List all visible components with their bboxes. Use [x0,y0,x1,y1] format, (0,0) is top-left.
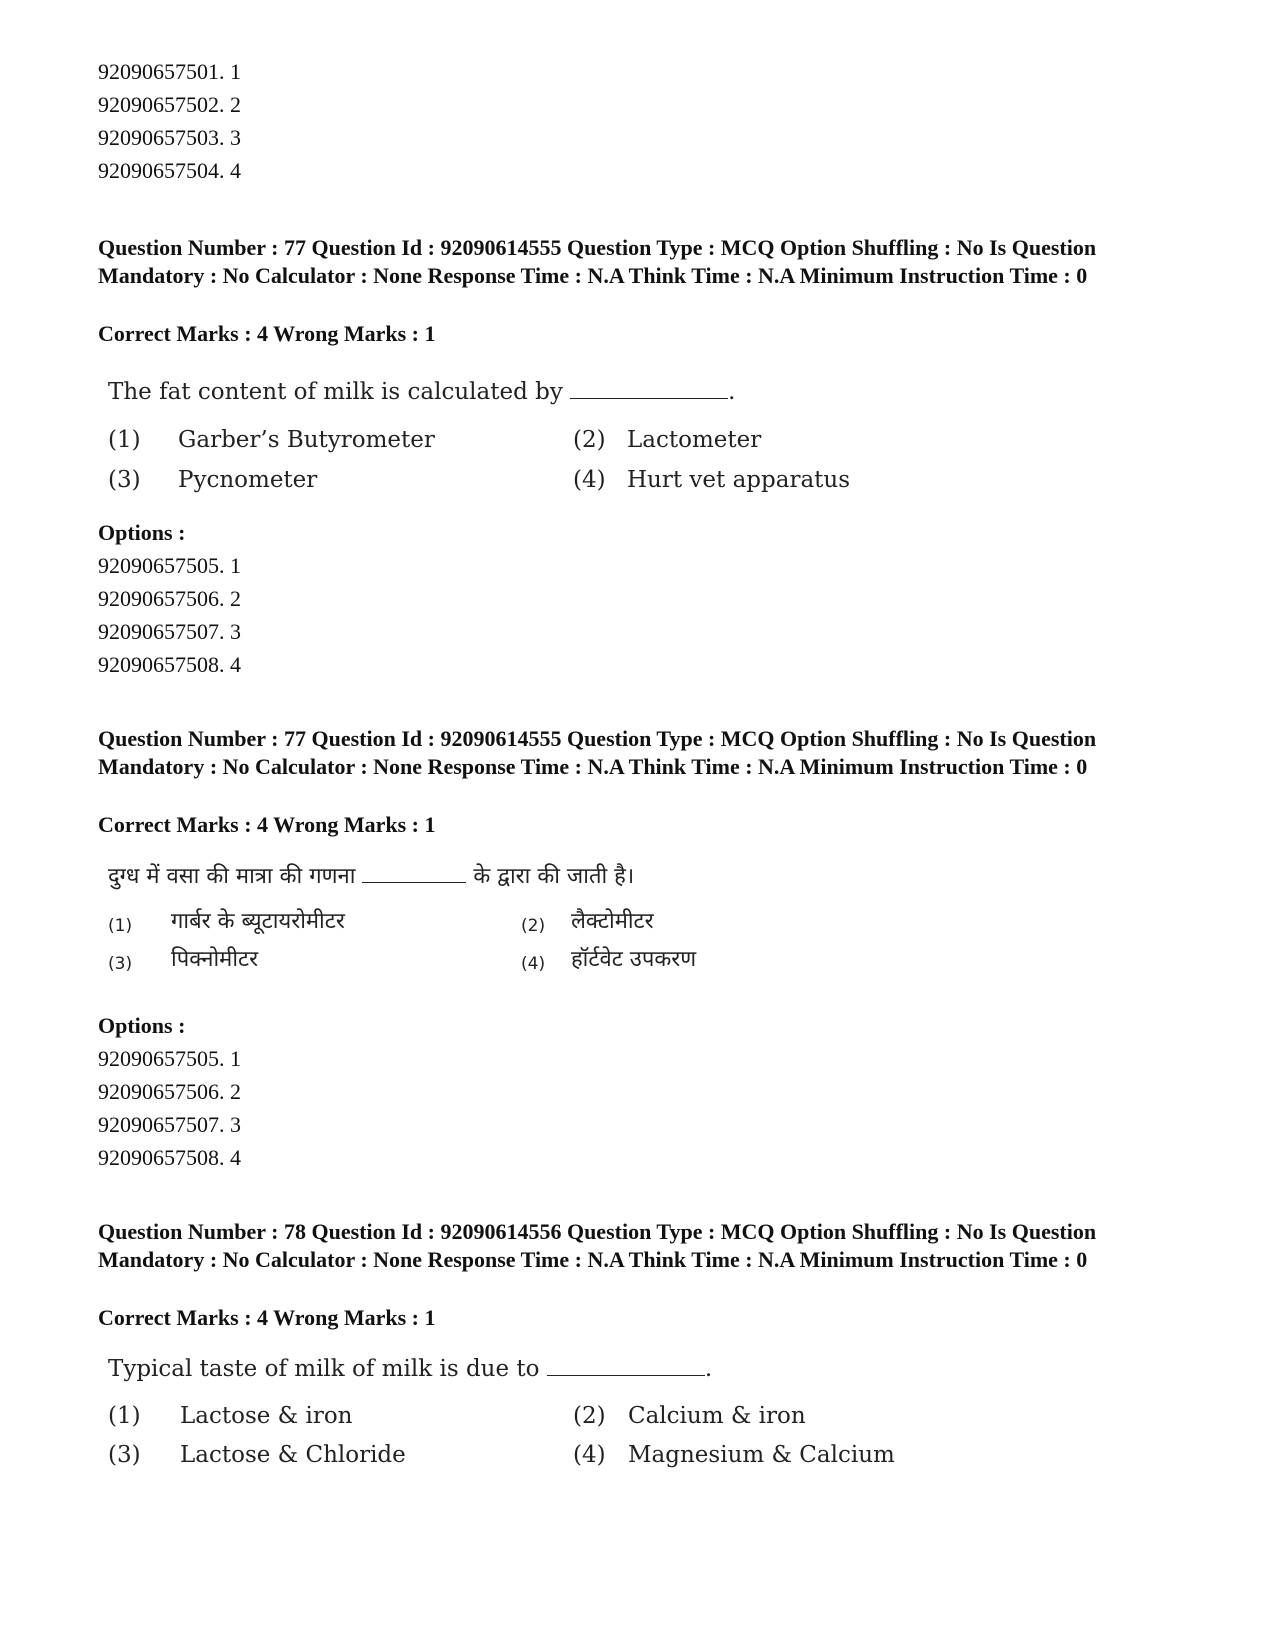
choice-number: (4) [573,1442,606,1468]
question-text: Typical taste of milk of milk is due to [108,1356,540,1382]
question-marks: Correct Marks : 4 Wrong Marks : 1 [98,1305,436,1330]
answer-blank [570,378,728,399]
choice-number: (3) [108,954,133,974]
choice-text: हॉर्टवेट उपकरण [571,947,697,972]
option-line: 92090657508. 4 [98,1145,241,1170]
option-line: 92090657501. 1 [98,59,241,84]
option-line: 92090657506. 2 [98,1079,241,1104]
answer-blank [547,1355,705,1376]
question-text: दुग्ध में वसा की मात्रा की गणना [108,864,356,889]
question-image [108,862,697,974]
choice-text: Calcium & iron [628,1403,806,1429]
options-heading: Options : [98,1013,186,1038]
question-text-end: के द्वारा की जाती है। [473,864,635,889]
answer-blank [362,870,466,883]
choice-number: (1) [108,916,133,936]
question-image [108,1354,895,1468]
option-line: 92090657508. 4 [98,652,241,677]
choice-number: (1) [108,427,141,453]
choice-text: गार्बर के ब्यूटायरोमीटर [171,909,345,934]
choice-number: (3) [108,467,141,493]
option-line: 92090657503. 3 [98,125,241,150]
choice-text: Garber’s Butyrometer [178,427,435,453]
choice-number: (4) [521,954,546,974]
choice-text: Lactometer [627,427,762,453]
question-meta-text: Question Number : 77 Question Id : 92090614555 Question Type : MCQ Option Shuffling : No Is Question Mandatory : No Calculator : None Response Time : N.A Think Time : N.A Minimum Instruction Time : 0 [98,235,1097,288]
choice-number: (1) [108,1403,141,1429]
options-heading: Options : [98,520,186,545]
choice-text: Magnesium & Calcium [628,1442,895,1468]
choice-number: (2) [521,916,546,936]
question-text-end: . [728,379,736,405]
question-text-end: . [704,1356,713,1382]
option-line: 92090657504. 4 [98,158,241,183]
choice-text: Hurt vet apparatus [627,467,851,493]
option-line: 92090657507. 3 [98,1112,241,1137]
question-stem [108,1354,712,1384]
choice-text: Pycnometer [178,467,318,493]
question-meta [98,725,1138,781]
choice-number: (2) [573,427,606,453]
option-line: 92090657505. 1 [98,553,241,578]
option-line: 92090657507. 3 [98,619,241,644]
question-meta [98,1218,1138,1274]
question-meta [98,234,1138,290]
choice-text: लैक्टोमीटर [571,909,654,934]
choice-text: पिक्नोमीटर [171,947,259,972]
question-meta-text: Question Number : 77 Question Id : 92090614555 Question Type : MCQ Option Shuffling : No Is Question Mandatory : No Calculator : None Response Time : N.A Think Time : N.A Minimum Instruction Time : 0 [98,726,1097,779]
option-line: 92090657502. 2 [98,92,241,117]
choice-number: (3) [108,1442,141,1468]
choice-text: Lactose & iron [180,1403,353,1429]
choice-number: (4) [573,467,606,493]
question-marks: Correct Marks : 4 Wrong Marks : 1 [98,321,436,346]
question-text: The fat content of milk is calculated by [108,379,563,405]
question-image [108,377,851,493]
choice-text: Lactose & Chloride [180,1442,406,1468]
question-stem [108,377,735,407]
choice-number: (2) [573,1403,606,1429]
question-meta-text: Question Number : 78 Question Id : 92090614556 Question Type : MCQ Option Shuffling : No Is Question Mandatory : No Calculator : None Response Time : N.A Think Time : N.A Minimum Instruction Time : 0 [98,1219,1097,1272]
option-line: 92090657505. 1 [98,1046,241,1071]
question-stem [108,862,634,892]
option-line: 92090657506. 2 [98,586,241,611]
question-marks: Correct Marks : 4 Wrong Marks : 1 [98,812,436,837]
